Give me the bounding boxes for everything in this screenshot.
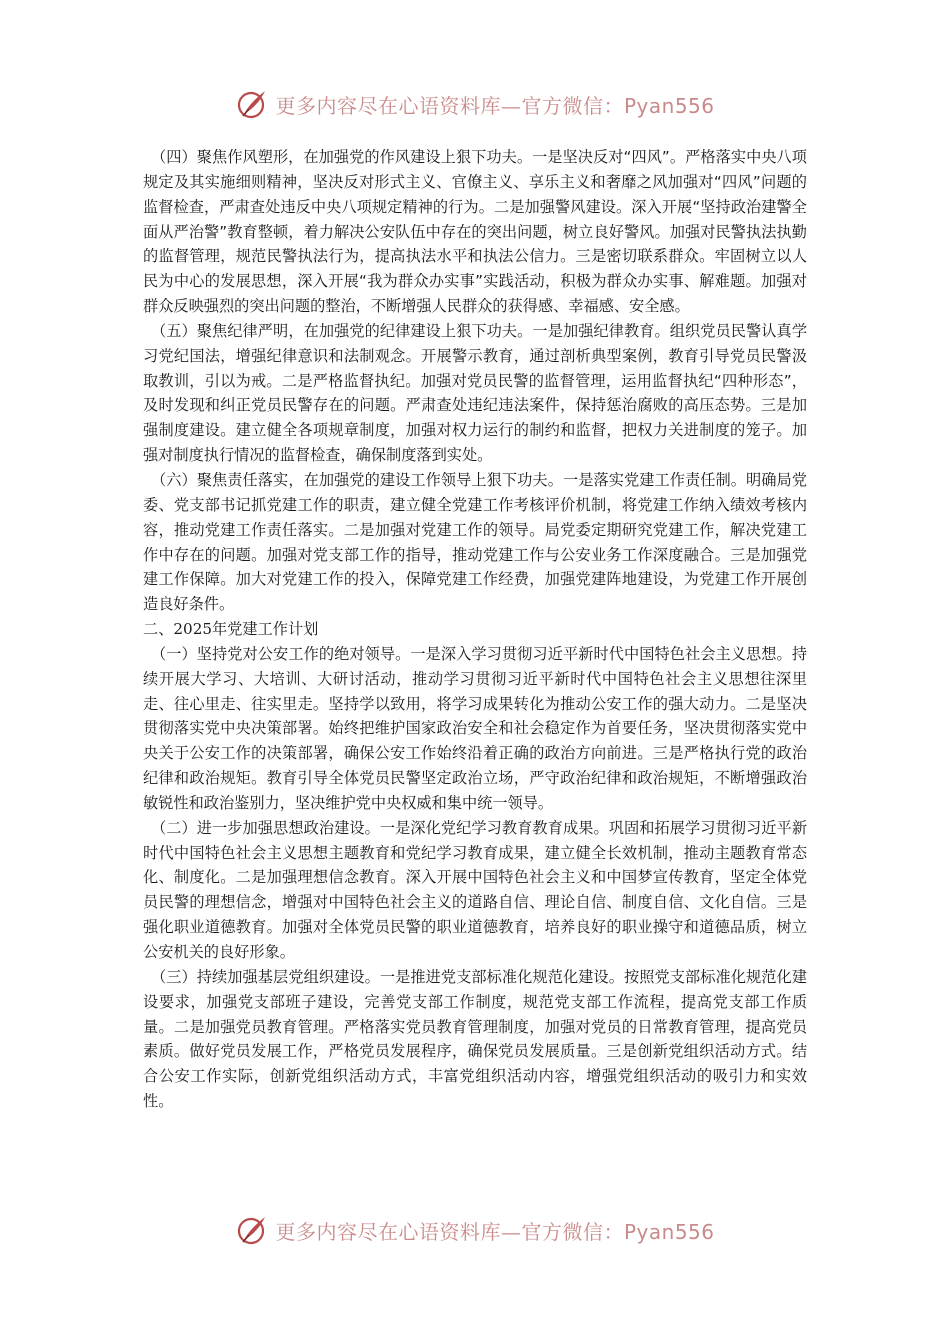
quill-logo-icon xyxy=(235,1213,269,1247)
header-watermark xyxy=(0,84,950,124)
watermark-account: Pyan556 xyxy=(623,93,715,118)
section-heading-2025-plan: 二、2025年党建工作计划 xyxy=(143,620,319,639)
footer-watermark xyxy=(0,1210,950,1250)
document-body xyxy=(143,145,807,1114)
paragraph-plan-3-organization: （三）持续加强基层党组织建设。一是推进党支部标准化规范化建设。按照党支部标准化规范化建设要求，加强党支部班子建设，完善党支部工作制度，规范党支部工作流程，提高党支部工作质量。二是加强党员教育管理。严格落实党员教育管理制度，加强对党员的日常教育管理，提高党员素质。做好党员发展工作，严格党员发展程序，确保党员发展质量。三是创新党组织活动方式。结合公安工作实际，创新党组织活动方式，丰富党组织活动内容，增强党组织活动的吸引力和实效性。 xyxy=(143,967,807,1111)
paragraph-6-responsibility: （六）聚焦责任落实，在加强党的建设工作领导上狠下功夫。一是落实党建工作责任制。明确局党委、党支部书记抓党建工作的职责，建立健全党建工作考核评价机制，将党建工作纳入绩效考核内容，推动党建工作责任落实。二是加强对党建工作的领导。局党委定期研究党建工作，解决党建工作中存在的问题。加强对党支部工作的指导，推动党建工作与公安业务工作深度融合。三是加强党建工作保障。加大对党建工作的投入，保障党建工作经费，加强党建阵地建设，为党建工作开展创造良好条件。 xyxy=(143,470,807,614)
watermark-account: Pyan556 xyxy=(623,1219,715,1244)
watermark-main-text: 更多内容尽在心语资料库—官方微信： xyxy=(275,93,624,118)
watermark-text xyxy=(275,90,714,119)
paragraph-plan-2-ideology: （二）进一步加强思想政治建设。一是深化党纪学习教育教育成果。巩固和拓展学习贯彻习近平新时代中国特色社会主义思想主题教育和党纪学习教育成果，建立健全长效机制，推动主题教育常态化、制度化。二是加强理想信念教育。深入开展中国特色社会主义和中国梦宣传教育，坚定全体党员民警的理想信念，增强对中国特色社会主义的道路自信、理论自信、制度自信、文化自信。三是强化职业道德教育。加强对全体党员民警的职业道德教育，培养良好的职业操守和道德品质，树立公安机关的良好形象。 xyxy=(143,818,807,961)
paragraph-plan-1-leadership: （一）坚持党对公安工作的绝对领导。一是深入学习贯彻习近平新时代中国特色社会主义思想。持续开展大学习、大培训、大研讨活动，推动学习贯彻习近平新时代中国特色社会主义思想往深里走、往心里走、往实里走。坚持学以致用，将学习成果转化为推动公安工作的强大动力。二是坚决贯彻落实党中央决策部署。始终把维护国家政治安全和社会稳定作为首要任务，坚决贯彻落实党中央关于公安工作的决策部署，确保公安工作始终沿着正确的政治方向前进。三是严格执行党的政治纪律和政治规矩。教育引导全体党员民警坚定政治立场，严守政治纪律和政治规矩，不断增强政治敏锐性和政治鉴别力，坚决维护党中央权威和集中统一领导。 xyxy=(143,644,807,812)
watermark-main-text: 更多内容尽在心语资料库—官方微信： xyxy=(275,1219,624,1244)
paragraph-4-style: （四）聚焦作风塑形，在加强党的作风建设上狠下功夫。一是坚决反对“四风”。严格落实中央八项规定及其实施细则精神，坚决反对形式主义、官僚主义、享乐主义和奢靡之风加强对“四风”问题的监督检查，严肃查处违反中央八项规定精神的行为。二是加强警风建设。深入开展“坚持政治建警全面从严治警”教育整顿，着力解决公安队伍中存在的突出问题，树立良好警风。加强对民警执法执勤的监督管理，规范民警执法行为，提高执法水平和执法公信力。三是密切联系群众。牢固树立以人民为中心的发展思想，深入开展“我为群众办实事”实践活动，积极为群众办实事、解难题。加强对群众反映强烈的突出问题的整治，不断增强人民群众的获得感、幸福感、安全感。 xyxy=(143,148,807,316)
paragraph-5-discipline: （五）聚焦纪律严明，在加强党的纪律建设上狠下功夫。一是加强纪律教育。组织党员民警认真学习党纪国法，增强纪律意识和法制观念。开展警示教育，通过剖析典型案例，教育引导党员民警汲取教训，引以为戒。二是严格监督执纪。加强对党员民警的监督管理，运用监督执纪“四种形态”，及时发现和纠正党员民警存在的问题。严肃查处违纪违法案件，保持惩治腐败的高压态势。三是加强制度建设。建立健全各项规章制度，加强对权力运行的制约和监督，把权力关进制度的笼子。加强对制度执行情况的监督检查，确保制度落到实处。 xyxy=(143,321,807,465)
quill-logo-icon xyxy=(235,87,269,121)
watermark-text xyxy=(275,1216,714,1245)
